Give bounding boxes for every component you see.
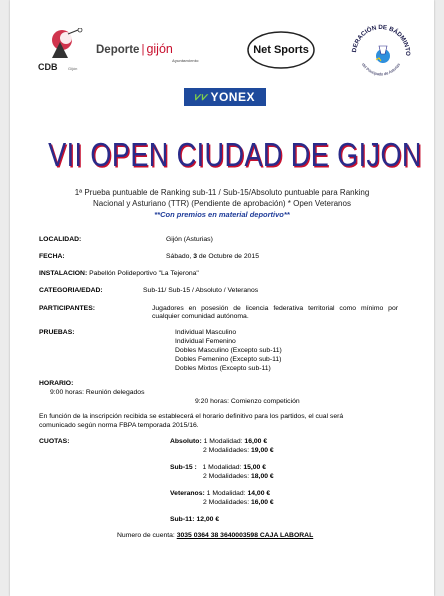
cdb-sub-text: Gijón xyxy=(68,66,78,71)
yonex-logo xyxy=(184,88,266,106)
localidad-label: LOCALIDAD: xyxy=(39,236,82,243)
fecha-day: 3 xyxy=(193,253,197,260)
participantes-line-1: Jugadores en posesión de licencia federativa territorial como mínimo por xyxy=(152,305,398,312)
instalacion-row xyxy=(39,270,199,279)
cuota-sub15-1 xyxy=(170,464,266,473)
cuenta-row xyxy=(117,532,313,541)
prueba-item: Individual Femenino xyxy=(175,338,236,345)
cdb-gijon-logo xyxy=(38,28,88,72)
cuotas-label: CUOTAS: xyxy=(39,438,70,445)
subtitle-line-2: Nacional y Asturiano (TTR) (Pendiente de aprobación) * Open Veteranos xyxy=(93,199,351,208)
cuenta-label: Numero de cuenta: xyxy=(117,532,177,539)
categoria-value: Sub-11/ Sub-15 / Absoluto / Veteranos xyxy=(143,287,259,294)
cdb-text: CDB xyxy=(38,62,58,72)
cuota-price: 18,00 € xyxy=(251,473,274,480)
fecha-label: FECHA: xyxy=(39,253,65,260)
cuota-modalidad: 1 Modalidad: xyxy=(203,438,245,445)
document-title: VII OPEN CIUDAD DE GIJON xyxy=(48,136,422,173)
inscripcion-line-1: En función de la inscripción recibida se establecerá el horario definitivo para los partidos, el cual será xyxy=(39,413,344,420)
logo-header xyxy=(10,0,434,115)
fecha-post: de Octubre de 2015 xyxy=(197,253,259,260)
participantes-label: PARTICIPANTES: xyxy=(39,305,96,312)
cuenta-value: 3035 0364 38 3640003598 CAJA LABORAL xyxy=(176,532,314,539)
cuota-price: 16,00 € xyxy=(244,438,268,445)
cuota-veteranos-2 xyxy=(203,499,274,508)
cuota-modalidad: 1 Modalidad: xyxy=(202,464,244,471)
cuota-price: 12,00 € xyxy=(196,516,220,523)
netsports-text: Net Sports xyxy=(253,44,309,56)
ayuntamiento-text: Ayuntamiento xyxy=(172,58,199,63)
netsports-logo xyxy=(246,30,316,70)
localidad-value: Gijón (Asturias) xyxy=(166,236,213,243)
cuota-sub11 xyxy=(170,516,219,525)
fecha-value xyxy=(166,253,259,262)
cuota-modalidad: 2 Modalidades: xyxy=(203,447,251,454)
yonex-text: YONEX xyxy=(210,90,255,104)
horario-line-1: 9:00 horas: Reunión delegados xyxy=(50,389,145,396)
deporte-gijon-logo xyxy=(96,42,199,63)
federacion-text: DERACIÓN DE BÁDMINTO xyxy=(350,23,412,56)
premios-note: **Con premios en material deportivo** xyxy=(154,210,290,219)
cuota-price: 15,00 € xyxy=(243,464,266,471)
participantes-line-2: cualquier comunidad autónoma. xyxy=(152,313,249,320)
categoria-label: CATEGORIA/EDAD: xyxy=(39,287,103,294)
document-page xyxy=(10,0,434,596)
gijon-text: gijón xyxy=(146,42,173,56)
cuota-absoluto-2 xyxy=(203,447,274,456)
cuota-absoluto-cat: Absoluto: xyxy=(170,438,202,445)
cuota-price: 16,00 € xyxy=(251,499,274,506)
federacion-badminton-logo xyxy=(346,16,416,86)
cuota-veteranos-1 xyxy=(170,490,270,499)
subtitle xyxy=(50,187,394,209)
cuota-sub15-cat: Sub-15 : xyxy=(170,464,197,471)
badminton-player-icon xyxy=(38,28,88,62)
cuota-sub11-cat: Sub-11: xyxy=(170,516,195,523)
cuota-price: 14,00 € xyxy=(247,490,271,497)
cuota-price: 19,00 € xyxy=(251,447,274,454)
deporte-text: Deporte xyxy=(96,44,140,56)
subtitle-line-1: 1ª Prueba puntuable de Ranking sub-11 / Sub-15/Absoluto puntuable para Ranking xyxy=(74,188,370,197)
cuota-veteranos-cat: Veteranos: xyxy=(170,490,205,497)
pruebas-label: PRUEBAS: xyxy=(39,329,75,336)
horario-label: HORARIO: xyxy=(39,380,74,387)
prueba-item: Dobles Femenino (Excepto sub-11) xyxy=(175,356,282,363)
inscripcion-line-2: comunicado según norma FBPA temporada 2015/16. xyxy=(39,422,199,429)
prueba-item: Dobles Masculino (Excepto sub-11) xyxy=(175,347,282,354)
instalacion-label: INSTALACION: xyxy=(39,270,88,277)
prueba-item: Dobles Mixtos (Excepto sub-11) xyxy=(175,365,271,372)
fecha-pre: Sábado, xyxy=(166,253,194,260)
logo-separator: | xyxy=(141,44,145,56)
principado-text: del Principado de Asturias xyxy=(360,62,402,77)
prueba-item: Individual Masculino xyxy=(175,329,237,336)
cuota-modalidad: 1 Modalidad: xyxy=(206,490,248,497)
cuota-absoluto-1 xyxy=(170,438,267,447)
cuota-modalidad: 2 Modalidades: xyxy=(203,499,251,506)
cuota-sub15-2 xyxy=(203,473,274,482)
yonex-mark-icon: ⩗⩗ xyxy=(195,90,209,103)
horario-line-2: 9:20 horas: Comienzo competición xyxy=(195,398,300,405)
cuota-modalidad: 2 Modalidades: xyxy=(203,473,251,480)
instalacion-value: Pabellón Polideportivo "La Tejerona" xyxy=(89,270,199,277)
